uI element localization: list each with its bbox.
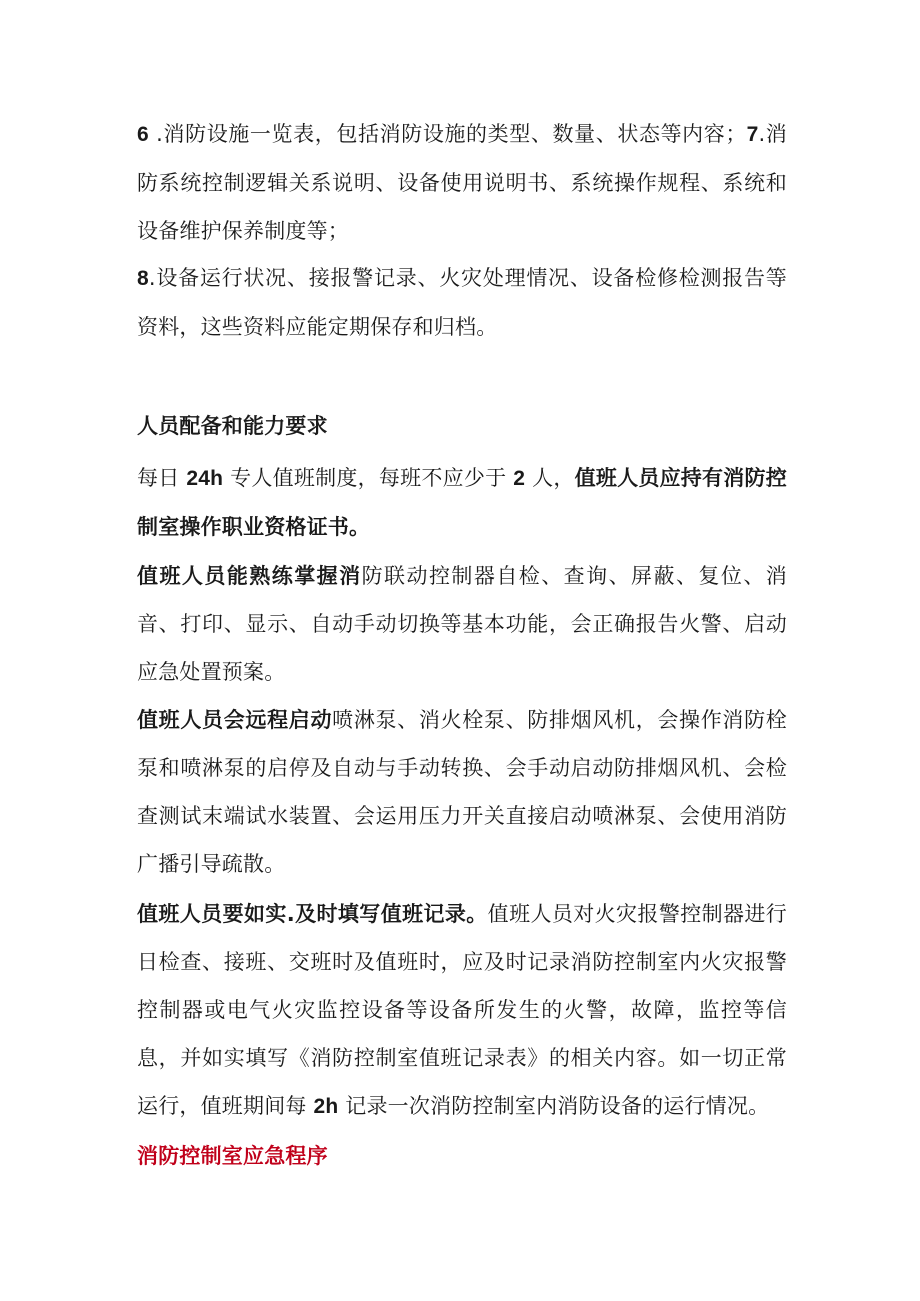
duty-count: 2 <box>513 467 526 490</box>
duty-records-text-a: 值班人员对火灾报警控制器进行日检查、接班、交班时及值班时，应及时记录消防控制室内火灾报警控制器或电气火灾监控设备等设备所发生的火警，故障，监控等信息，并如实填写《消防控制室值班记录表》的相关内容。如一切正常运行，值班期间每 <box>137 902 787 1118</box>
section-heading-emergency: 消防控制室应急程序 <box>137 1144 328 1168</box>
section-heading-staffing: 人员配备和能力要求 <box>137 414 328 438</box>
controller-skills-lead: 值班人员能熟练掌握消 <box>137 564 362 588</box>
duty-records-text-b: 记录一次消防控制室内消防设备的运行情况。 <box>338 1094 770 1118</box>
item-7-text: .消防系统控制逻辑关系说明、设备使用说明书、系统操作规程、系统和设备维护保养制度等； <box>137 122 788 243</box>
item-number-7: 7 <box>746 123 759 146</box>
paragraph-duty-system <box>137 454 787 551</box>
duty-text-b: 专人值班制度，每班不应少于 <box>223 466 514 490</box>
paragraph-remote-start <box>137 696 787 888</box>
paragraph-item-6-7 <box>137 110 787 255</box>
remote-start-text: 喷淋泵、消火栓泵、防排烟风机，会操作消防栓泵和喷淋泵的启停及自动与手动转换、会手动启动防排烟风机、会检查测试末端试水装置、会运用压力开关直接启动喷淋泵、会使用消防广播引导疏散。 <box>137 708 787 876</box>
item-number-8: 8 <box>137 267 149 290</box>
paragraph-item-8 <box>137 254 787 351</box>
paragraph-controller-skills <box>137 552 787 696</box>
item-6-text: .消防设施一览表，包括消防设施的类型、数量、状态等内容； <box>148 122 747 146</box>
remote-start-lead: 值班人员会远程启动 <box>137 708 333 732</box>
item-8-text: .设备运行状况、接报警记录、火灾处理情况、设备检修检测报告等资料，这些资料应能定期保存和归档。 <box>137 266 787 339</box>
duty-records-lead: 值班人员要如实.及时填写值班记录。 <box>137 902 488 926</box>
duty-records-interval: 2h <box>313 1095 339 1118</box>
item-number-6: 6 <box>137 123 149 146</box>
duty-text-bold: 值班人员应持有消防控制室操作职业资格证书。 <box>137 466 787 539</box>
duty-hours: 24h <box>186 467 224 490</box>
controller-skills-text: 防联动控制器自检、查询、屏蔽、复位、消音、打印、显示、自动手动切换等基本功能，会正确报告火警、启动应急处置预案。 <box>137 564 787 684</box>
paragraph-duty-records <box>137 890 787 1131</box>
duty-text-c: 人， <box>525 466 575 490</box>
duty-text-a: 每日 <box>137 466 187 490</box>
